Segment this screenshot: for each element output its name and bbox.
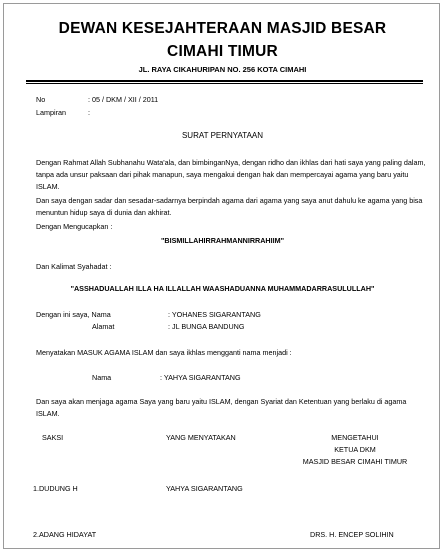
lampiran-value: : (88, 108, 90, 117)
witness1-name: 1.DUDUNG H (33, 484, 78, 493)
org-address: JL. RAYA CIKAHURIPAN NO. 256 KOTA CIMAHI (138, 65, 307, 74)
document-frame (3, 3, 440, 549)
syahadat-text: "ASSHADUALLAH ILLA HA ILLALLAH WAASHADUANNA MUHAMMADARRASULULLAH" (70, 284, 375, 293)
syahadat-label: Dan Kalimat Syahadat : (36, 262, 112, 271)
org-title-line1: DEWAN KESEJAHTERAAN MASJID BESAR (58, 20, 387, 37)
mengetahui-label: MENGETAHUI (331, 433, 379, 442)
bismillah-text: "BISMILLAHIRRAHMANNIRRAHIIM" (160, 236, 284, 245)
witness2-name: 2.ADANG HIDAYAT (33, 530, 97, 539)
mengucapkan-label: Dengan Mengucapkan : (36, 222, 113, 231)
declare-text: Menyatakan MASUK AGAMA ISLAM dan saya ikhlas mengganti nama menjadi : (36, 348, 292, 357)
chair-name: DRS. H. ENCEP SOLIHIN (310, 530, 394, 539)
identity-intro: Dengan ini saya, Nama (36, 310, 111, 319)
no-label: No (36, 95, 46, 104)
org-title-line2: CIMAHI TIMUR (167, 43, 278, 60)
lampiran-label: Lampiran (36, 108, 66, 117)
no-value: : 05 / DKM / XII / 2011 (88, 95, 159, 104)
paragraph-2: Dan saya dengan sadar dan sesadar-sadarnya berpindah agama dari agama yang saya anut dahulu ke agama yang bisa menuntun hidup saya di dunia dan akhirat. (36, 196, 423, 217)
closing-text: Dan saya akan menjaga agama Saya yang baru yaitu ISLAM, dengan Syariat dan Ketentuan yang berlaku di agama ISLAM. (36, 397, 407, 418)
new-name-label: Nama (92, 373, 112, 382)
new-name-value: : YAHYA SIGARANTANG (160, 373, 241, 382)
identity-address-label: Alamat (92, 322, 115, 331)
yang-menyatakan-label: YANG MENYATAKAN (166, 433, 236, 442)
paragraph-1: Dengan Rahmat Allah Subhanahu Wata'ala, dan bimbinganNya, dengan ridho dan ikhlas dari hati saya yang paling dalam, tanpa ada unsur paksaan dari pihak manapun, saya mengakui dengan hak dan mempercayai agama yang baru yaitu ISLAM. (36, 158, 426, 191)
doc-title: SURAT PERNYATAAN (181, 131, 264, 140)
masjid-label: MASJID BESAR CIMAHI TIMUR (302, 457, 408, 466)
header-rule-thin (26, 83, 423, 84)
identity-name-value: : YOHANES SIGARANTANG (168, 310, 261, 319)
header-rule-thick (26, 80, 423, 82)
identity-address-value: : JL BUNGA BANDUNG (168, 322, 245, 331)
declarant-name: YAHYA SIGARANTANG (166, 484, 243, 493)
saksi-label: SAKSI (42, 433, 64, 442)
ketua-label: KETUA DKM (334, 445, 376, 454)
